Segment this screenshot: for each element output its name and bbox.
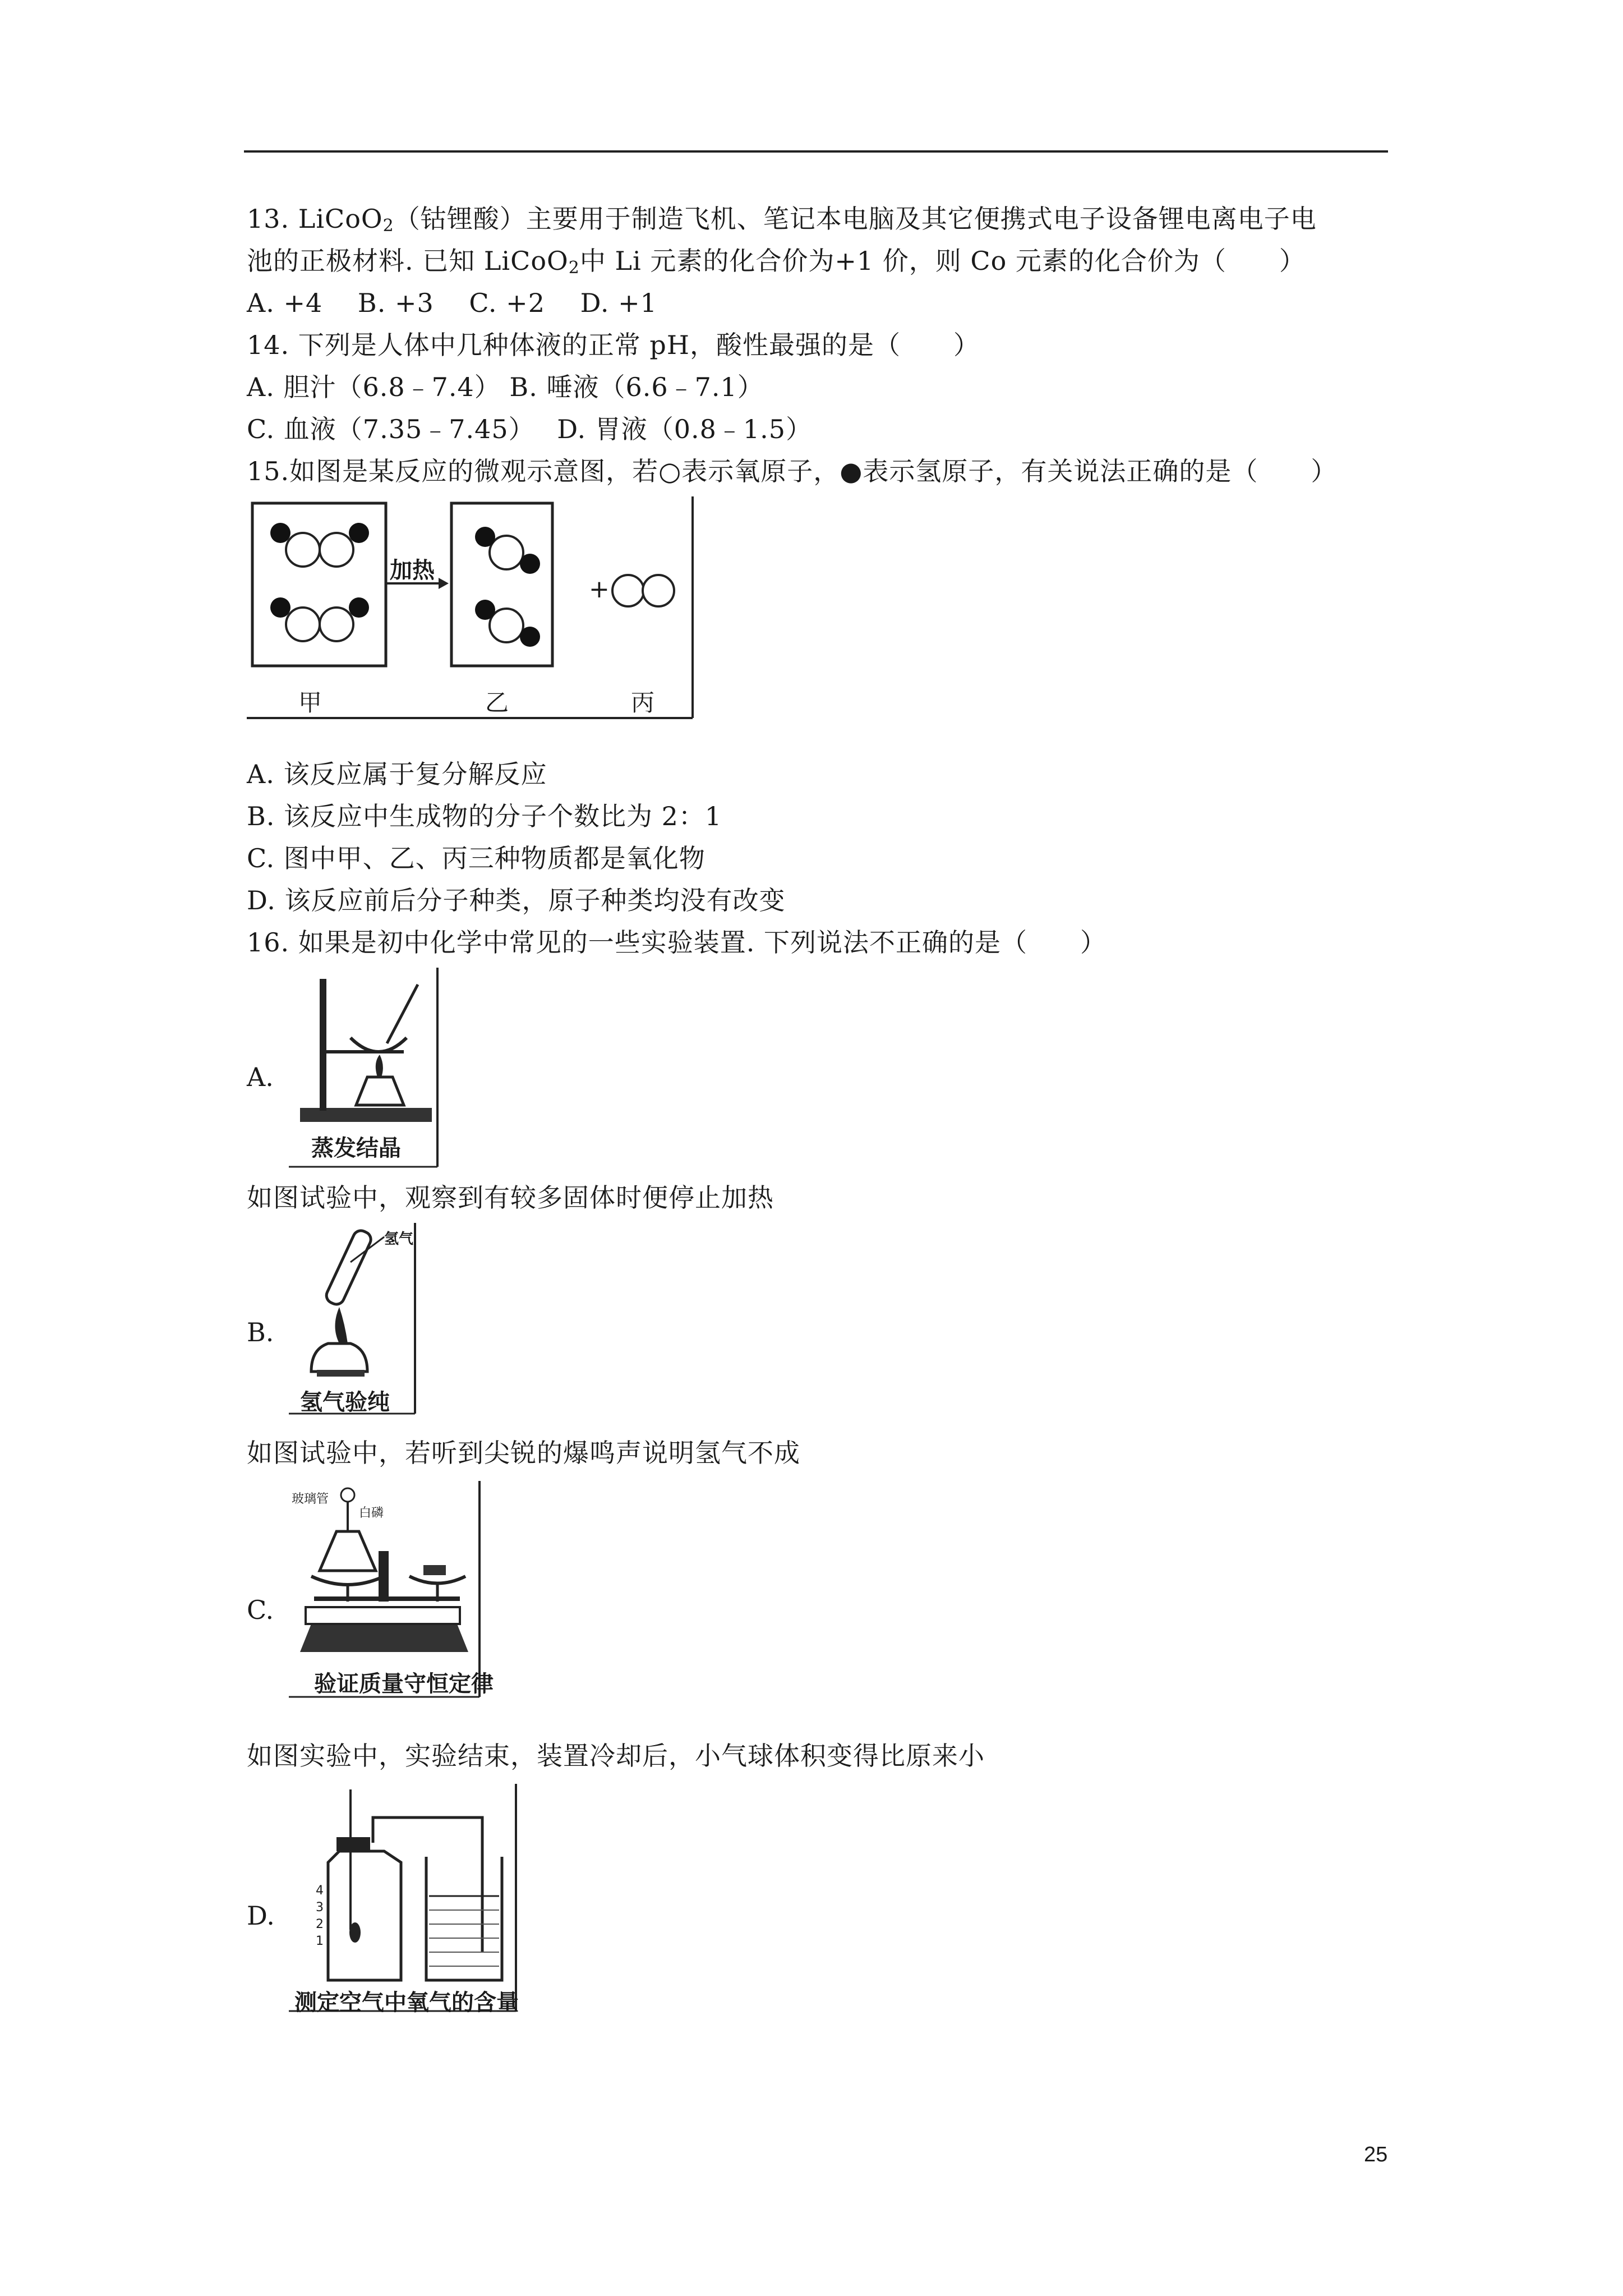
caption-hydrogen-test: 氢气验纯 <box>300 1389 390 1415</box>
scale-2: 2 <box>316 1917 324 1931</box>
label-yi: 乙 <box>485 689 509 716</box>
q14-options-cd: C. 血液（7.35﹣7.45） D. 胃液（0.8﹣1.5） <box>247 414 813 444</box>
oxygen-content-figure <box>289 1784 519 2019</box>
scale-1: 1 <box>316 1934 324 1948</box>
q16-c-text: 如图实验中，实验结束，装置冷却后，小气球体积变得比原来小 <box>247 1741 985 1771</box>
q16-a-text: 如图试验中，观察到有较多固体时便停止加热 <box>247 1182 774 1213</box>
q14-stem: 14. 下列是人体中几种体液的正常 pH，酸性最强的是（ ） <box>247 330 980 360</box>
page-number: 25 <box>1364 2143 1388 2166</box>
q13-line2: 池的正极材料. 已知 LiCoO$_2$中 Li 元素的化合价为+1 价，则 Co 元素的化合价为（ ） <box>247 246 1306 278</box>
caption-oxygen-content: 测定空气中氧气的含量 <box>294 1990 519 2016</box>
q16-c-label: C. <box>247 1595 274 1625</box>
arrow-label: 加热 <box>390 558 435 583</box>
scale-3: 3 <box>316 1901 324 1915</box>
q15-option-d: D. 该反应前后分子种类，原子种类均没有改变 <box>247 885 786 915</box>
hydrogen-purity-test-figure <box>289 1223 418 1416</box>
hydrogen-tag: 氢气 <box>384 1231 414 1248</box>
white-phosphorus-tag: 白磷 <box>359 1506 384 1520</box>
q15-option-c: C. 图中甲、乙、丙三种物质都是氧化物 <box>247 843 706 873</box>
q13-options: A. +4 B. +3 C. +2 D. +1 <box>247 288 657 318</box>
q14-options-ab: A. 胆汁（6.8﹣7.4） B. 唾液（6.6﹣7.1） <box>247 372 764 402</box>
q16-a-label: A. <box>247 1062 274 1092</box>
q16-stem: 16. 如果是初中化学中常见的一些实验装置. 下列说法不正确的是（ ） <box>247 927 1107 958</box>
q15-option-a: A. 该反应属于复分解反应 <box>247 759 547 789</box>
q16-b-label: B. <box>247 1317 274 1347</box>
q13-line1: 13. LiCoO$_2$（钴锂酸）主要用于制造飞机、笔记本电脑及其它便携式电子设备锂电离电子电 <box>247 204 1317 236</box>
mass-conservation-figure <box>289 1481 494 1700</box>
label-bing: 丙 <box>631 689 655 716</box>
q15-stem: 15.如图是某反应的微观示意图，若○表示氧原子，●表示氢原子，有关说法正确的是（ ） <box>247 456 1338 486</box>
caption-evaporation: 蒸发结晶 <box>311 1135 401 1161</box>
label-jia: 甲 <box>298 689 322 716</box>
q16-b-text: 如图试验中，若听到尖锐的爆鸣声说明氢气不成 <box>247 1438 800 1468</box>
glass-tube-tag: 玻璃管 <box>292 1492 329 1506</box>
q15-option-b: B. 该反应中生成物的分子个数比为 2：1 <box>247 801 722 831</box>
caption-mass-conservation: 验证质量守恒定律 <box>314 1671 494 1697</box>
scale-4: 4 <box>316 1884 324 1898</box>
q15-reaction-diagram <box>247 496 695 721</box>
q16-d-label: D. <box>247 1901 275 1931</box>
evaporation-apparatus-figure <box>289 968 440 1170</box>
header-rule <box>244 150 1388 153</box>
plus-sign: + <box>589 575 610 604</box>
